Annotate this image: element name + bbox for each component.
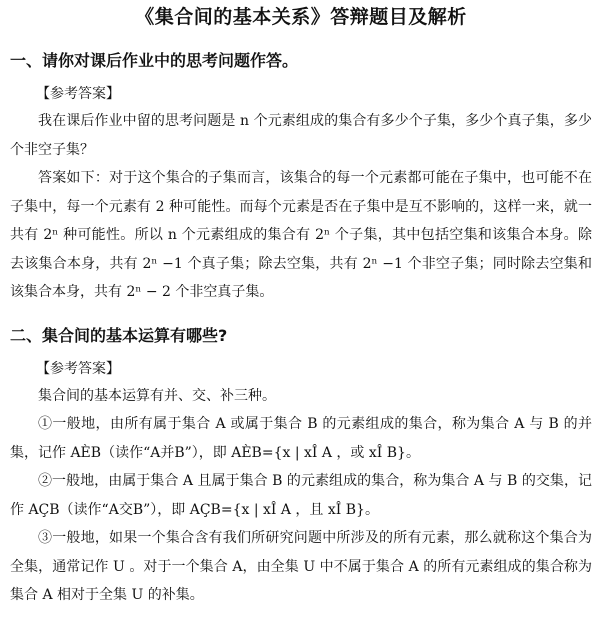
section-1-paragraph-1: 我在课后作业中留的思考问题是 n 个元素组成的集合有多少个子集，多少个真子集，多少个非空子集？ xyxy=(10,113,592,158)
section-2-paragraph-3: ②一般地，由属于集合 A 且属于集合 B 的元素组成的集合，称为集合 A 与 B 的交集，记作 AÇB（读作“A交B”），即 AÇB={x | xÎ A ，且 xÎ B}。 xyxy=(10,473,592,518)
section-1-answer-label: 【参考答案】 xyxy=(36,86,120,102)
section-2-paragraph-4: ③一般地，如果一个集合含有我们所研究问题中所涉及的所有元素，那么就称这个集合为全集，通常记作 U 。对于一个集合 A，由全集 U 中不属于集合 A 的所有元素组成的集合称为集合 A 相对于全集 U 的补集。 xyxy=(10,530,592,603)
section-2-heading: 二、集合间的基本运算有哪些? xyxy=(10,325,228,345)
section-1-heading: 一、请你对课后作业中的思考问题作答。 xyxy=(10,51,299,70)
document-title: 《集合间的基本关系》答辩题目及解析 xyxy=(135,6,467,28)
section-2-paragraph-1: 集合间的基本运算有并、交、补三种。 xyxy=(38,387,276,404)
section-1-paragraph-2: 答案如下：对于这个集合的子集而言，该集合的每一个元素都可能在子集中，也可能不在子集中，每一个元素有 2 种可能性。而每个元素是否在子集中是互不影响的，这样一来，就一共有 2ⁿ 种可能性。所以 n 个元素组成的集合有 2ⁿ 个子集，其中包括空集和该集合本身。除去该集合本身，共有 2ⁿ −1 个真子集；除去空集，共有 2ⁿ −1 个非空子集；同时除去空集和该集合本身，共有 2ⁿ − 2 个非空真子集。 xyxy=(10,170,592,300)
section-2-paragraph-2: ①一般地，由所有属于集合 A 或属于集合 B 的元素组成的集合，称为集合 A 与 B 的并集，记作 AÈB（读作“A并B”），即 AÈB={x | xÎ A ，或 xÎ B}。 xyxy=(10,416,592,461)
document-page xyxy=(0,4,602,621)
section-2-answer-label: 【参考答案】 xyxy=(36,360,120,377)
